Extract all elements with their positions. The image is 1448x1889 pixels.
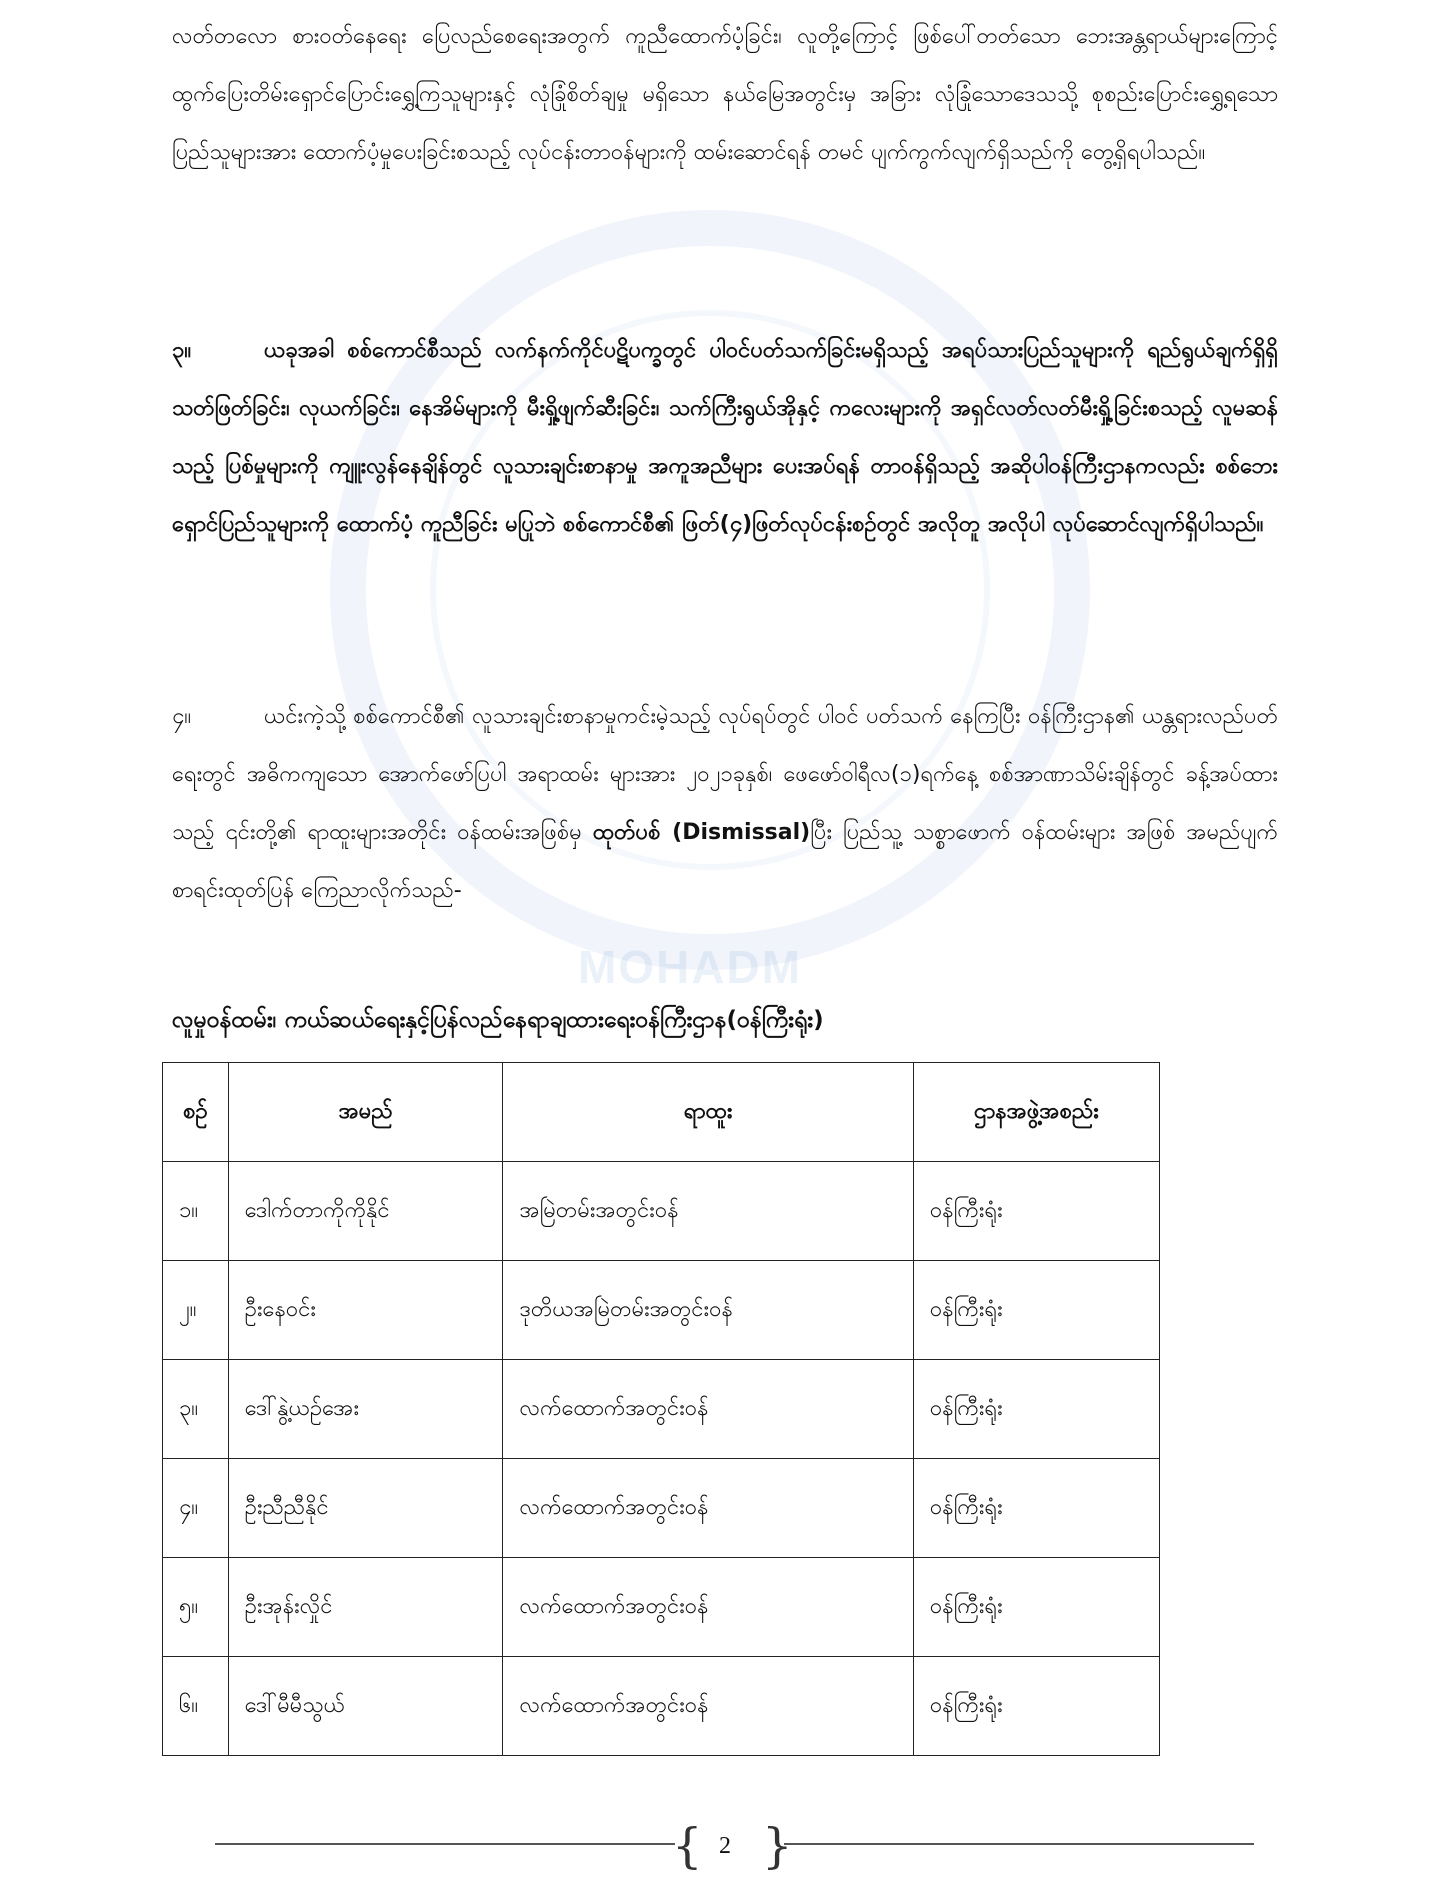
paragraph-1: လတ်တလော စားဝတ်နေရေး ပြေလည်စေရေးအတွက် ကူညီထောက်ပံ့ခြင်း၊ လူတို့ကြောင့် ဖြစ်ပေါ်တတ်သော ဘေးအန္တရာယ်များကြောင့် ထွက်ပြေးတိမ်းရှောင်ပြောင်းရွှေ့ကြသူများနှင့် လုံခြုံစိတ်ချမှု မရှိသော နယ်မြေအတွင်းမှ အခြား လုံခြုံသောဒေသသို့ စုစည်းပြောင်းရွှေ့ရသော ပြည်သူများအား ထောက်ပံ့မှုပေးခြင်းစသည့် လုပ်ငန်းတာဝန်များကို ထမ်းဆောင်ရန် တမင် ပျက်ကွက်လျက်ရှိသည်ကို တွေ့ရှိရပါသည်။ — [172, 24, 1278, 165]
paragraph-4 — [172, 688, 1278, 920]
cell-name: ဦးနေဝင်း — [228, 1261, 503, 1360]
right-brace-ornament: } — [762, 1818, 793, 1874]
cell-department: ဝန်ကြီးရုံး — [913, 1459, 1159, 1558]
cell-serial: ၃။ — [163, 1360, 229, 1459]
table-row — [163, 1459, 1160, 1558]
cell-position: လက်ထောက်အတွင်းဝန် — [503, 1657, 913, 1756]
watermark-logo-text: MOHADM — [577, 941, 803, 993]
table-header-row — [163, 1063, 1160, 1162]
dismissed-staff-table — [162, 1062, 1160, 1756]
paragraph-4-text-a: ယင်းကဲ့သို့ စစ်ကောင်စီ၏ လူသားချင်းစာနာမှုကင်းမဲ့သည့် လုပ်ရပ်တွင် ပါဝင် ပတ်သက် နေကြပြီး ဝန်ကြီးဌာန၏ ယန္တရားလည်ပတ်ရေးတွင် အဓိကကျသော အောက်ဖော်ပြပါ အရာထမ်း များအား ၂၀၂၁ခုနှစ်၊ ဖေဖော်ဝါရီလ(၁)ရက်နေ့ စစ်အာဏာသိမ်းချိန်တွင် ခန့်အပ်ထားသည့် ၎င်းတို့၏ ရာထူးများအတိုင်း ဝန်ထမ်းအဖြစ်မှ — [172, 704, 1278, 845]
footer-rule-right — [784, 1843, 1254, 1845]
header-name: အမည် — [228, 1063, 503, 1162]
page-number: 2 — [719, 1833, 731, 1859]
paragraph-3-number: ၃။ — [172, 338, 192, 363]
cell-position: လက်ထောက်အတွင်းဝန် — [503, 1459, 913, 1558]
cell-position: အမြဲတမ်းအတွင်းဝန် — [503, 1162, 913, 1261]
cell-department: ဝန်ကြီးရုံး — [913, 1261, 1159, 1360]
paragraph-4-number: ၄။ — [172, 704, 192, 729]
cell-department: ဝန်ကြီးရုံး — [913, 1162, 1159, 1261]
cell-position: လက်ထောက်အတွင်းဝန် — [503, 1558, 913, 1657]
cell-serial: ၁။ — [163, 1162, 229, 1261]
table-row — [163, 1162, 1160, 1261]
table-row — [163, 1657, 1160, 1756]
left-brace-ornament: { — [672, 1818, 703, 1874]
header-position: ရာထူး — [503, 1063, 913, 1162]
cell-department: ဝန်ကြီးရုံး — [913, 1657, 1159, 1756]
cell-serial: ၂။ — [163, 1261, 229, 1360]
table-row — [163, 1360, 1160, 1459]
cell-name: ဦးညီညီနိုင် — [228, 1459, 503, 1558]
ministry-title: လူမှုဝန်ထမ်း၊ ကယ်ဆယ်ရေးနှင့်ပြန်လည်နေရာချထားရေးဝန်ကြီးဌာန(ဝန်ကြီးရုံး) — [172, 1007, 824, 1033]
cell-name: ဒေါက်တာကိုကိုနိုင် — [228, 1162, 503, 1261]
paragraph-3-text: ယခုအခါ စစ်ကောင်စီသည် လက်နက်ကိုင်ပဋိပက္ခတွင် ပါဝင်ပတ်သက်ခြင်းမရှိသည့် အရပ်သားပြည်သူများကို ရည်ရွယ်ချက်ရှိရှိ သတ်ဖြတ်ခြင်း၊ လုယက်ခြင်း၊ နေအိမ်များကို မီးရှို့ဖျက်ဆီးခြင်း၊ သက်ကြီးရွယ်အိုနှင့် ကလေးများကို အရှင်လတ်လတ်မီးရှို့ခြင်းစသည့် လူမဆန်သည့် ပြစ်မှုများကို ကျူးလွန်နေချိန်တွင် လူသားချင်းစာနာမှု အကူအညီများ ပေးအပ်ရန် တာဝန်ရှိသည့် အဆိုပါဝန်ကြီးဌာနကလည်း စစ်ဘေးရှောင်ပြည်သူများကို ထောက်ပံ့ ကူညီခြင်း မပြုဘဲ စစ်ကောင်စီ၏ ဖြတ်(၄)ဖြတ်လုပ်ငန်းစဉ်တွင် အလိုတူ အလိုပါ လုပ်ဆောင်လျက်ရှိပါသည်။ — [172, 338, 1278, 537]
cell-department: ဝန်ကြီးရုံး — [913, 1558, 1159, 1657]
cell-serial: ၆။ — [163, 1657, 229, 1756]
cell-position: ဒုတိယအမြဲတမ်းအတွင်းဝန် — [503, 1261, 913, 1360]
paragraph-4-text-b: ပြီး ပြည်သူ့ သစ္စာဖောက် ဝန်ထမ်းများ အဖြစ် အမည်ပျက်စာရင်းထုတ်ပြန် ကြေညာလိုက်သည်- — [172, 820, 1278, 903]
paragraph-3 — [172, 322, 1278, 554]
dismissal-term: ထုတ်ပစ် (Dismissal) — [592, 820, 811, 845]
cell-position: လက်ထောက်အတွင်းဝန် — [503, 1360, 913, 1459]
cell-name: ဒေါ်မီမီသွယ် — [228, 1657, 503, 1756]
footer-rule-left — [215, 1843, 675, 1845]
cell-serial: ၅။ — [163, 1558, 229, 1657]
cell-department: ဝန်ကြီးရုံး — [913, 1360, 1159, 1459]
cell-serial: ၄။ — [163, 1459, 229, 1558]
cell-name: ဒေါ်နွဲ့ယဉ်အေး — [228, 1360, 503, 1459]
header-serial: စဉ် — [163, 1063, 229, 1162]
header-department: ဌာနအဖွဲ့အစည်း — [913, 1063, 1159, 1162]
table-row — [163, 1558, 1160, 1657]
table-row — [163, 1261, 1160, 1360]
cell-name: ဦးအုန်းလှိုင် — [228, 1558, 503, 1657]
